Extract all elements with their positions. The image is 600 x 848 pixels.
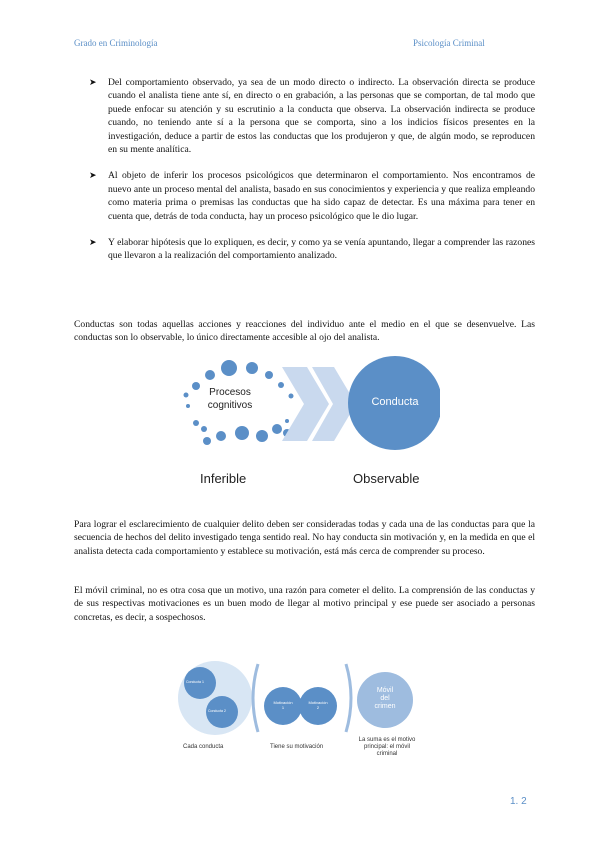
header-right: Psicología Criminal	[413, 38, 485, 48]
bullet-item	[89, 236, 535, 263]
diagram-inferible-observable	[170, 355, 440, 495]
label-line: 2	[316, 705, 320, 710]
paragraph-conductas: Conductas son todas aquellas acciones y reacciones del individuo ante el medio en el que se desenvuelve. Las conductas son lo observable, lo único directamente accesible al ojo del analista.	[74, 319, 535, 344]
label-line: cognitivos	[207, 400, 253, 411]
inferible-label: Inferible	[200, 471, 247, 486]
diagram-movil-criminal	[175, 652, 435, 774]
caption-suma-motivo	[357, 737, 417, 758]
header-left: Grado en Criminología	[74, 38, 158, 48]
conducta2-label: Conducta 2	[208, 709, 226, 713]
label-line: 1	[281, 705, 285, 710]
chevron-arrows	[282, 367, 356, 441]
bullet-list	[89, 76, 535, 276]
conducta1-label: Conducta 1	[186, 680, 204, 684]
bullet-text: Del comportamiento observado, ya sea de un modo directo o indirecto. La observación directa se produce cuando el analista tiene ante sí, en directo o en grabación, a las personas que se comportan, de tal modo que puede enfocar su atención y su escrutinio a la conducta que observa. La observación indirecta se produce cuando, no teniendo ante sí a la persona que se comporta, sino a los indicios físicos presentes en la investigación, deduce a partir de estos las conductas que los produjeron y que, de algún modo, se reproducen en su mente analítica.	[108, 77, 535, 156]
label-line: La suma es el motivo	[358, 737, 416, 743]
label-line: Procesos	[209, 387, 251, 398]
arrow-bullet-icon: ➤	[89, 237, 97, 248]
caption-tiene-motivacion: Tiene su motivación	[270, 744, 324, 750]
bullet-item	[89, 169, 535, 223]
label-line: Motivación	[273, 700, 293, 705]
caption-cada-conducta: Cada conducta	[183, 744, 224, 750]
bullet-item	[89, 76, 535, 156]
label-line: Móvil	[376, 687, 394, 694]
conducta-label: Conducta	[371, 396, 419, 408]
label-line: Motivación	[308, 700, 328, 705]
observable-label: Observable	[353, 471, 420, 486]
label-line: crimen	[374, 703, 396, 710]
bullet-text: Y elaborar hipótesis que lo expliquen, es decir, y como ya se venía apuntando, llegar a comprender las razones que llevaron a la realización del comportamiento analizado.	[108, 237, 535, 262]
arrow-bullet-icon: ➤	[89, 77, 97, 87]
procesos-cognitivos-label	[205, 386, 255, 412]
paragraph-esclarecimiento: Para lograr el esclarecimiento de cualquier delito deben ser consideradas todas y cada una de las conductas para que la secuencia de hechos del delito investigado tenga sentido real. No hay conducta sin motivación y, en la medida en que el analista detecta cada comportamiento y establece su motivación, está más cerca de comprender su proceso.	[74, 519, 535, 557]
bracket-right	[346, 664, 351, 732]
page-number: 1. 2	[510, 796, 527, 807]
bracket-left	[253, 664, 258, 732]
label-line: del	[380, 695, 390, 702]
label-line: criminal	[376, 751, 398, 757]
arrow-bullet-icon: ➤	[89, 170, 97, 181]
motivacion1-label	[265, 700, 301, 710]
bullet-text: Al objeto de inferir los procesos psicológicos que determinaron el comportamiento. Nos encontramos de nuevo ante un proceso mental del analista, basado en sus conocimientos y experiencia y que realiza empleando como materia prima o premisas las conductas que ha sido capaz de detectar. Es una máxima para tener en cuenta que, detrás de toda conducta, hay un proceso psicológico que le dio lugar.	[108, 170, 535, 222]
motivacion2-label	[300, 700, 336, 710]
label-line: principal: el móvil	[363, 744, 411, 750]
paragraph-movil: El móvil criminal, no es otra cosa que un motivo, una razón para cometer el delito. La comprensión de las conductas y de sus respectivas motivaciones es un buen modo de llegar al motivo principal y ese puede ser asociado a personas concretas, es decir, a sospechosos.	[74, 585, 535, 623]
movil-label	[363, 687, 407, 711]
